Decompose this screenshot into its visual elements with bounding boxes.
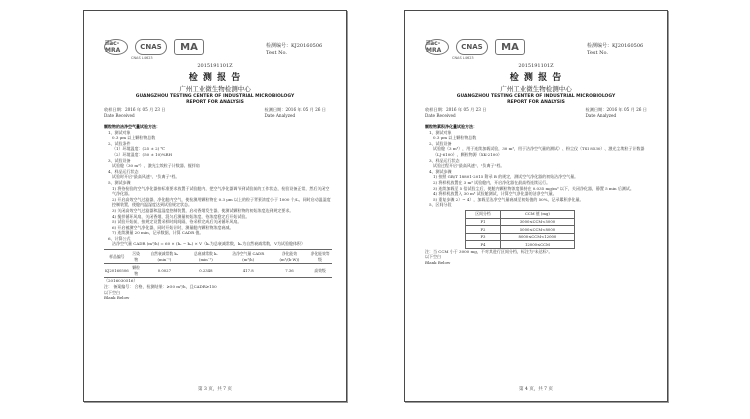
grade-row [466,218,575,226]
method-line: 4) 搅拌循环风扇，关闭香烟，混匀后测量初始浓度，待浓度稳定后开始试验。 [112,213,250,219]
method-line: 3、样品运行状态 [429,157,460,163]
page-number: 第 4 页，共 7 页 [519,387,553,392]
method-line: 4、测试步骤 [429,168,452,174]
method-line: 0.3 μm 以上颗粒物总数 [433,135,477,141]
method-line: 3、试验设备 [108,157,131,163]
cnas-logo: CNAS [456,39,488,55]
certification-logos [104,39,204,55]
grade-header-cell: CCM 值 (mg) [500,210,574,218]
method-line: 0.3 μm 以上颗粒物总数 [112,135,156,141]
grade-cell: P4 [466,241,501,249]
table-row [104,264,332,278]
method-lines [425,124,653,208]
method-line: 5) 试验开始前，按规定设置采样时间间隔，待采样完成后关闭循环风扇。 [112,219,242,225]
test-number-block [587,43,659,57]
method-line: 试验时开启"最高风速"、"负离子"档。 [112,174,180,180]
method-line: 2) 开启高效空气过滤器，净化舱内空气，使检测用颗粒物在 0.3 μm 以上的粒子背景浓度小于 1000 个/L。同时启动温湿度控制装置，使舱内温湿度达到试验规定状态。 [112,196,331,208]
cma-logo: MA [174,39,204,55]
results-table-body [104,264,332,278]
grade-cell: 5000≤CCM<8000 [500,226,574,234]
method-line: 试验舱（3 m³），用于连续加载试验，30 m³，用于洁净空气量的测试）、粉尘仪（TSI 8530）、激光尘埃粒子计数器（LJ-6100）、颗粒物源（XK-2100） [433,146,645,157]
table-cell: 7.36 [271,264,308,278]
blank-below-cn: 以下空白 [425,254,441,260]
method-line: 颗粒物的洁净空气量试验方法： [104,124,160,129]
date-received-en: Date Received [425,112,456,118]
date-analyzed-en: Date Analyzed [585,112,617,118]
date-analyzed-block [586,107,647,118]
table-cell: 0.2348 [186,264,226,278]
remarks: 注： 备案编号： 合格，检测结果：≥50 m³/h，且CADR≥150 [104,284,217,290]
method-line: 5、测试步骤 [108,179,131,185]
report-title-en: REPORT FOR ANALYSIS [507,100,565,105]
report-header [405,63,667,105]
cnas-code: CNAS L4623 [452,56,474,60]
date-received: 收样日期：2016 年 05 月 23 日 [104,107,166,112]
date-analyzed-en: Date Analyzed [264,112,296,118]
date-analyzed: 检测日期：2016 年 05 月 26 日 [585,107,647,112]
table-header-cell: 净化能效等级 [308,250,332,264]
ilac-mra-logo: ilac-MRA [104,39,128,55]
method-lines [104,124,332,247]
report-body [425,124,653,266]
grade-cell: P1 [466,218,501,226]
table-header-cell: 洁净空气量 CADR (m³/h) [226,250,271,264]
grade-table [465,210,575,249]
grade-cell: P3 [466,233,501,241]
grade-cell: 3000≤CCM<5000 [500,218,574,226]
method-line: 颗粒物累积净化量试验方法： [425,124,477,129]
grade-row [466,233,575,241]
table-cell: 高效级 [308,264,332,278]
method-line: 2) 将样机放置在 3 m³ 试验舱内，开启净化器在最高档连续运行。 [433,179,551,185]
date-analyzed-block [265,107,326,118]
blank-below-en: Blank Below [104,295,130,301]
table-header-cell: 污染物 [130,250,143,264]
grade-cell: 8000≤CCM<12000 [500,233,574,241]
method-line: 试验过程开启"最高风速"、"负离子"档。 [433,163,505,169]
org-name-cn: 广州工业微生物检测中心 [500,85,572,93]
cnas-logo: CNAS [135,39,167,55]
table-header-cell: 净化能效 (m³/(h·W)) [271,250,308,264]
grade-table-body [466,218,575,248]
test-number-block [266,43,338,57]
table-cell: KJ20160506 [104,264,130,278]
test-number: 检测编号：KJ20160506 [587,43,644,49]
method-line: 6、计算公式 [108,235,131,241]
test-number-en: Test No. [587,50,608,56]
method-line: 7) 连续测量 20 min，记录数据，计算 CADR 值。 [112,230,204,236]
date-row [104,107,326,118]
report-page-4 [404,10,668,402]
report-title: 检 测 报 告 [188,73,242,83]
org-name-cn: 广州工业微生物检测中心 [179,85,251,93]
table-header-cell: 样品编号 [104,250,130,264]
table-note: （2016030516） [104,278,138,284]
method-line: 4、样品运行状态 [108,168,139,174]
method-line: 4) 将样机放置入 30 m³ 试验舱测试，计算空气净化器的洁净空气量。 [433,191,557,197]
page-number: 第 3 页，共 7 页 [198,387,232,392]
org-name-en: GUANGZHOU TESTING CENTER OF INDUSTRIAL MICROBIOLOGY [456,94,616,99]
test-number-en: Test No. [266,50,287,56]
grade-note: 注：当 CCM 小于 3000 mg，不对其进行区间分档，标注为"未达标"。 [425,248,553,254]
report-title: 检 测 报 告 [509,73,563,83]
table-cell: 417.8 [226,264,271,278]
report-header [84,63,346,105]
grade-table-header [466,210,575,218]
cnas-code: CNAS L4623 [131,56,153,60]
report-page-3 [83,10,347,402]
results-table [104,249,332,278]
table-header-cell: 总衰减常数 kₑ (min⁻¹) [186,250,226,264]
method-line: （2）环境湿度：(50 ± 10)%RH [112,151,173,157]
method-line: 1、测试对象 [429,129,452,135]
test-number: 检测编号：KJ20160506 [266,43,323,49]
method-line: 1) 将待检验的空气净化器按标准要求放置于试验舱内，把空气净化器调节到试验前的工作状态，检验设备正常，然后关闭空气净化器。 [112,185,330,197]
method-line: 3) 关闭高效空气过滤器和温湿度控制装置，启动香烟发生器，使测试颗粒物的初始浓度达到规定要求。 [112,207,294,213]
certification-logos [425,39,525,55]
method-line: （1）环境温度：(25 ± 2) ℃ [112,146,165,152]
table-cell: 0.0027 [143,264,186,278]
table-cell: 颗粒物 [130,264,143,278]
grade-cell: 12000≤CCM [500,241,574,249]
blank-below-cn: 以下空白 [104,289,120,295]
grade-header-cell: 区间分档 [466,210,501,218]
table-header-cell: 自然衰减常数 kₙ (min⁻¹) [143,250,186,264]
grade-row [466,241,575,249]
org-name-en: GUANGZHOU TESTING CENTER OF INDUSTRIAL MICROBIOLOGY [135,94,295,99]
date-received-block [425,107,486,118]
method-line: 5) 重复步骤 2）~ 4），加载至洁净空气量衰减至初始值的 50%，记录累积净化量。 [433,196,584,202]
method-line: 2、试验设备 [429,140,452,146]
method-line: 1) 按照 GB/T 18801-2015 附录 B 的规定，测试空气净化器的初始洁净空气量。 [433,174,579,180]
method-line: 试验舱（30 m³）、激光尘埃粒子计数器、搅拌扇 [112,163,200,169]
ilac-mra-logo: ilac-MRA [425,39,449,55]
date-received: 收样日期：2016 年 05 月 23 日 [425,107,487,112]
certificate-number: 2015191101Z [197,63,233,69]
method-line: 2、试验条件 [108,140,131,146]
date-received-en: Date Received [104,112,135,118]
method-line: 3) 连续加载至 5 倍试验尘后，使舱内颗粒物浓度保持在 0.035 mg/m³ 以下，关闭净化器，静置 5 min 后测试。 [433,185,634,191]
method-line: 5、区间分段 [429,202,452,208]
grade-row [466,226,575,234]
date-analyzed: 检测日期：2016 年 05 月 26 日 [264,107,326,112]
results-table-header [104,250,332,264]
date-row [425,107,647,118]
cma-logo: MA [495,39,525,55]
certificate-number: 2015191101Z [518,63,554,69]
method-line: 洁净空气量 CADR (m³/h) = 60 × (kₑ − kₙ) × V（kₑ为总衰减常数，kₙ为自然衰减常数，V为试验舱体积） [112,241,305,247]
blank-below-en: Blank Below [425,260,451,266]
date-received-block [104,107,165,118]
report-body [104,124,332,301]
report-title-en: REPORT FOR ANALYSIS [186,100,244,105]
grade-cell: P2 [466,226,501,234]
method-line: 1、测试对象 [108,129,131,135]
method-line: 6) 开启被测空气净化器，同时开始计时，测量舱内颗粒物浓度衰减。 [112,224,234,230]
